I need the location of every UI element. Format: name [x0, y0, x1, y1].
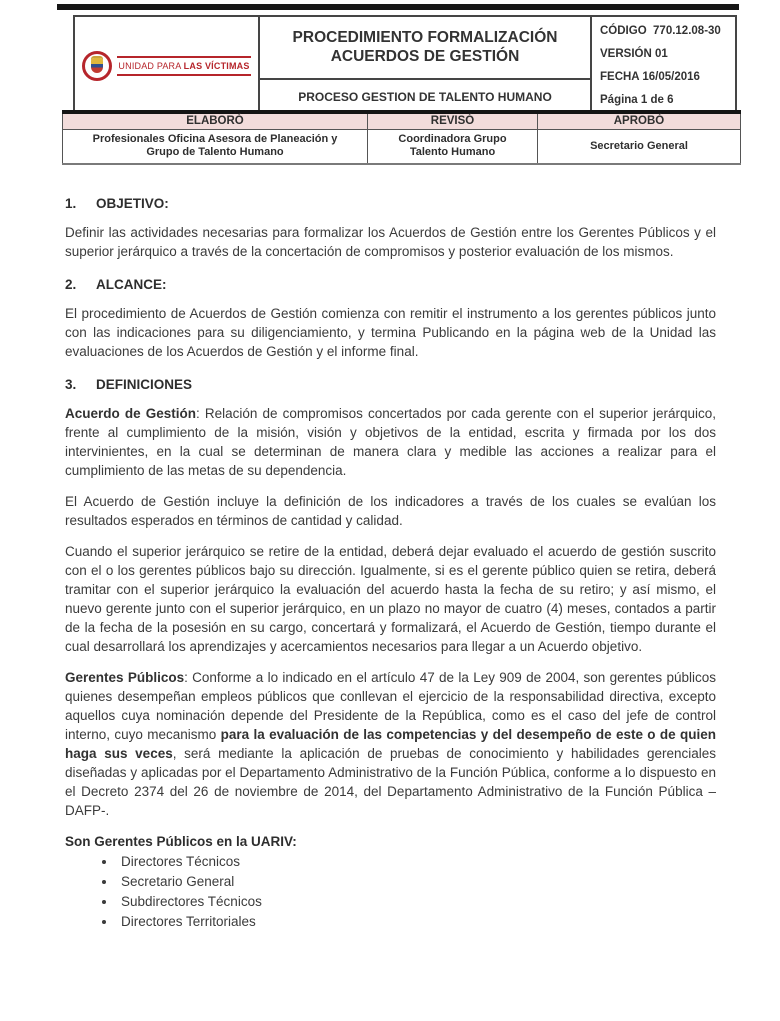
- unidad-victimas-logo: [75, 45, 258, 87]
- meta-cell: [591, 16, 736, 115]
- logo-text-regular: UNIDAD PARA: [118, 60, 184, 71]
- version-line: VERSIÓN 01: [600, 48, 668, 60]
- list-item: • Subdirectores Técnicos: [117, 892, 716, 912]
- logo-text-bold: LAS VÍCTIMAS: [183, 60, 250, 71]
- section-number: 1.: [65, 196, 77, 211]
- signoff-value-elaboro: Profesionales Oficina Asesora de Planeación y Grupo de Talento Humano: [63, 129, 368, 164]
- section-heading-definiciones: [65, 377, 716, 392]
- signoff-values-row: [63, 129, 741, 164]
- list-item: • Directores Territoriales: [117, 912, 716, 932]
- objetivo-paragraph: Definir las actividades necesarias para formalizar los Acuerdos de Gestión entre los Gerentes Públicos y el superior jerárquico a través de la concertación de compromisos y posterior evaluación de los mismos.: [65, 225, 716, 259]
- logo-rule-bottom: [117, 74, 250, 76]
- definition-acuerdo-gestion: [65, 404, 716, 480]
- top-scan-rule: [57, 4, 739, 10]
- logo-text: [117, 56, 250, 76]
- gerentes-list: [117, 852, 716, 932]
- process-subtitle: PROCESO GESTION DE TALENTO HUMANO: [298, 89, 552, 104]
- section-title: ALCANCE:: [96, 277, 167, 292]
- section-title: OBJETIVO:: [96, 196, 169, 211]
- document-title-line2: ACUERDOS DE GESTIÓN: [330, 48, 520, 66]
- section-heading-alcance: [65, 277, 716, 292]
- section-number: 3.: [65, 377, 77, 392]
- list-item: • Secretario General: [117, 872, 716, 892]
- gerentes-list-title: Son Gerentes Públicos en la UARIV:: [65, 834, 297, 849]
- section-heading-objetivo: [65, 196, 716, 211]
- section-title: DEFINICIONES: [96, 377, 193, 392]
- signoff-value-aprobo: Secretario General: [538, 129, 741, 164]
- logo-cell: [74, 16, 259, 115]
- definition-text: : Relación de compromisos concertados por cada gerente con el superior jerárquico, frente al cumplimiento de la misión, visión y objetivos de la entidad, escrita y firmada por los dos intervinientes, en la cual se determinan de manera clara y medible las acciones a realizar para el cumplimiento de las metas de su dependencia.: [65, 406, 716, 478]
- header-table: [73, 15, 737, 116]
- codigo-line: CÓDIGO 770.12.08-30: [600, 25, 721, 37]
- definition-term: Acuerdo de Gestión: [65, 406, 196, 421]
- definition-text-part1: : Conforme a lo indicado en el artículo 47 de la Ley 909 de 2004, son gerentes públicos quienes desempeñan empleos públicos que conllevan el ejercicio de la responsabilidad directiva, excepto aquellos cuya nominación depende del Presidente de la República, como es el caso del jefe de control interno, cuyo mecanismo: [65, 670, 716, 742]
- logo-wordmark: [117, 58, 250, 74]
- signoff-header-aprobo: APROBÓ: [538, 112, 741, 129]
- alcance-paragraph: El procedimiento de Acuerdos de Gestión comienza con remitir el instrumento a los gerentes públicos junto con las indicaciones para su diligenciamiento, y termina Publicando en la página web de la Unidad las evaluaciones de los Acuerdos de Gestión y el informe final.: [65, 306, 716, 359]
- title-cell: [259, 16, 591, 79]
- list-item: • Directores Técnicos: [117, 852, 716, 872]
- retiro-paragraph: Cuando el superior jerárquico se retire de la entidad, deberá dejar evaluado el acuerdo de gestión suscrito con el o los gerentes públicos bajo su dirección. Igualmente, si es el gerente público quien se retira, deberá tramitar con el superior jerárquico la evaluación del acuerdo hasta la fecha de su retiro; y así mismo, el nuevo gerente junto con el superior jerárquico, en un plazo no mayor de cuatro (4) meses, contados a partir de la fecha de la posesión en su cargo, concertará y formalizará, el Acuerdo de Gestión, tiempo durante el cual desarrollará los aprendizajes y acercamientos necesarios para llegar a un Acuerdo objetivo.: [65, 544, 716, 654]
- definition-text-part2: , será mediante la aplicación de pruebas de conocimiento y habilidades gerenciales diseñadas y aplicadas por el Departamento Administrativo de la Función Pública, conforme a lo dispuesto en el Decreto 2374 del 26 de noviembre de 2014, del Departamento Administrativo de la Función Pública –DAFP-.: [65, 746, 716, 818]
- signoff-header-elaboro: ELABORÓ: [63, 112, 368, 129]
- coat-of-arms-icon: [82, 51, 112, 81]
- meta-block: [592, 17, 735, 114]
- signoff-header-reviso: REVISÓ: [368, 112, 538, 129]
- definition-bold-phrase: para la evaluación de las competencias y del desempeño de este o de quien haga sus veces: [65, 727, 716, 761]
- acuerdo-incluye-paragraph: El Acuerdo de Gestión incluye la definición de los indicadores a través de los cuales se evalúan los resultados esperados en términos de cantidad y calidad.: [65, 494, 716, 528]
- definition-term: Gerentes Públicos: [65, 670, 185, 685]
- section-number: 2.: [65, 277, 77, 292]
- signoff-table: [62, 110, 741, 165]
- document-body: [65, 196, 716, 932]
- document-title-line1: PROCEDIMIENTO FORMALIZACIÓN: [292, 29, 558, 47]
- signoff-header-row: [63, 112, 741, 129]
- definition-gerentes-publicos: [65, 668, 716, 820]
- signoff-value-reviso: Coordinadora Grupo Talento Humano: [368, 129, 538, 164]
- fecha-line: FECHA 16/05/2016: [600, 71, 700, 83]
- pagina-line: Página 1 de 6: [600, 94, 674, 106]
